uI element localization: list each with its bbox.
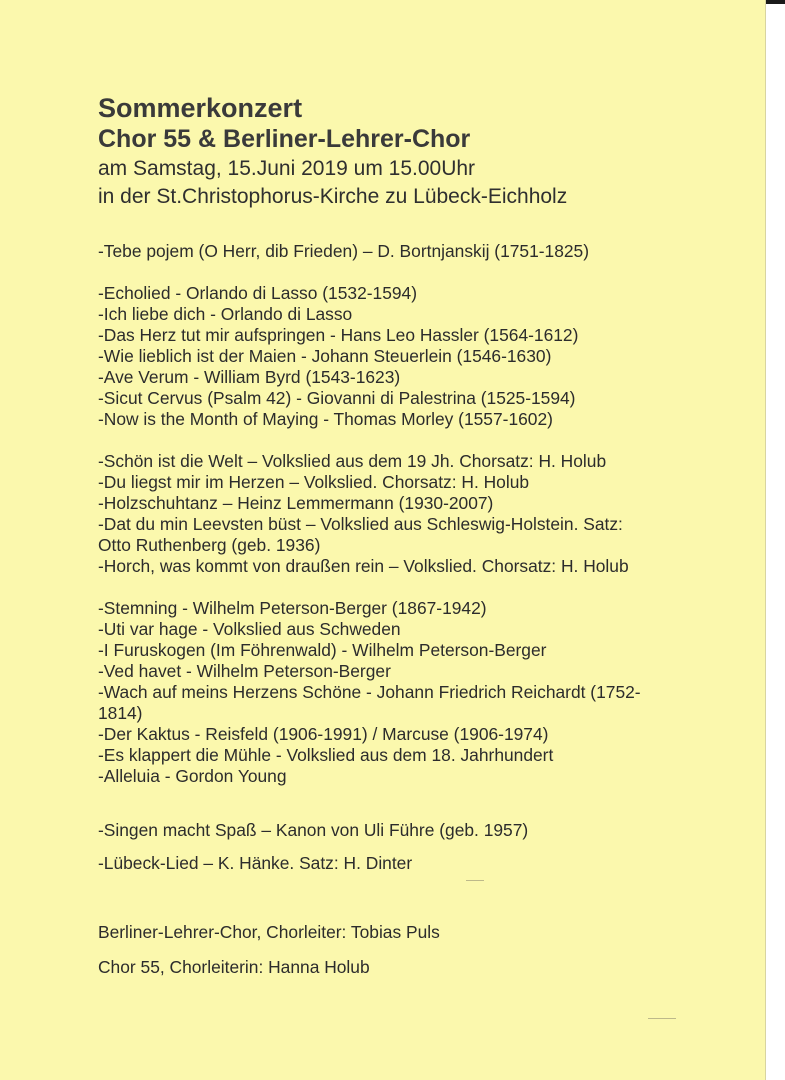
program-group-3 xyxy=(98,451,755,577)
scan-edge xyxy=(765,0,785,1080)
program-item: -Echolied - Orlando di Lasso (1532-1594) xyxy=(98,283,418,303)
program-item: -Alleluia - Gordon Young xyxy=(98,766,287,786)
program-item: -Holzschuhtanz – Heinz Lemmermann (1930-2007) xyxy=(98,493,494,513)
program-item: -Ich liebe dich - Orlando di Lasso xyxy=(98,304,353,324)
program-item: -Singen macht Spaß – Kanon von Uli Führe (geb. 1957) xyxy=(98,820,529,840)
scan-corner-mark xyxy=(766,0,785,4)
scan-speck xyxy=(648,1018,676,1019)
program-item: -Wach auf meins Herzens Schöne - Johann Friedrich Reichardt (1752-1814) xyxy=(98,682,641,723)
concert-date: am Samstag, 15.Juni 2019 um 15.00Uhr xyxy=(98,157,476,180)
conductor-line: Chor 55, Chorleiterin: Hanna Holub xyxy=(98,957,370,977)
program-item: -Der Kaktus - Reisfeld (1906-1991) / Marcuse (1906-1974) xyxy=(98,724,549,744)
program-item: -Wie lieblich ist der Maien - Johann Steuerlein (1546-1630) xyxy=(98,346,552,366)
program-group-4 xyxy=(98,598,755,787)
program-list xyxy=(98,241,755,874)
spacer xyxy=(98,808,755,820)
concert-location: in der St.Christophorus-Kirche zu Lübeck-Eichholz xyxy=(98,185,568,208)
program-item: -Es klappert die Mühle - Volkslied aus dem 18. Jahrhundert xyxy=(98,745,554,765)
program-item: -Horch, was kommt von draußen rein – Volkslied. Chorsatz: H. Holub xyxy=(98,556,629,576)
program-item: -Dat du min Leevsten büst – Volkslied aus Schleswig-Holstein. Satz: Otto Ruthenberg (geb. 1936) xyxy=(98,514,623,555)
program-item: -Tebe pojem (O Herr, dib Frieden) – D. Bortnjanskij (1751-1825) xyxy=(98,241,590,261)
program-group-5 xyxy=(98,820,755,874)
concert-subtitle: Chor 55 & Berliner-Lehrer-Chor xyxy=(98,125,471,153)
conductors xyxy=(98,922,755,978)
program-item: -Now is the Month of Maying - Thomas Morley (1557-1602) xyxy=(98,409,553,429)
program-item: -Ved havet - Wilhelm Peterson-Berger xyxy=(98,661,391,681)
program-item: -Stemning - Wilhelm Peterson-Berger (1867-1942) xyxy=(98,598,487,618)
program-item: -Ave Verum - William Byrd (1543-1623) xyxy=(98,367,401,387)
program-item: -Du liegst mir im Herzen – Volkslied. Chorsatz: H. Holub xyxy=(98,472,530,492)
program-item: -Lübeck-Lied – K. Hänke. Satz: H. Dinter xyxy=(98,853,413,873)
program-item: -Das Herz tut mir aufspringen - Hans Leo Hassler (1564-1612) xyxy=(98,325,579,345)
program-item: -Uti var hage - Volkslied aus Schweden xyxy=(98,619,401,639)
program-group-1 xyxy=(98,241,755,262)
concert-title: Sommerkonzert xyxy=(98,93,303,123)
program-item: -Schön ist die Welt – Volkslied aus dem 19 Jh. Chorsatz: H. Holub xyxy=(98,451,607,471)
program-item: -Sicut Cervus (Psalm 42) - Giovanni di Palestrina (1525-1594) xyxy=(98,388,576,408)
conductor-line: Berliner-Lehrer-Chor, Chorleiter: Tobias Puls xyxy=(98,922,440,942)
program-group-2 xyxy=(98,283,755,430)
document-content xyxy=(98,92,755,992)
program-item: -I Furuskogen (Im Föhrenwald) - Wilhelm Peterson-Berger xyxy=(98,640,547,660)
